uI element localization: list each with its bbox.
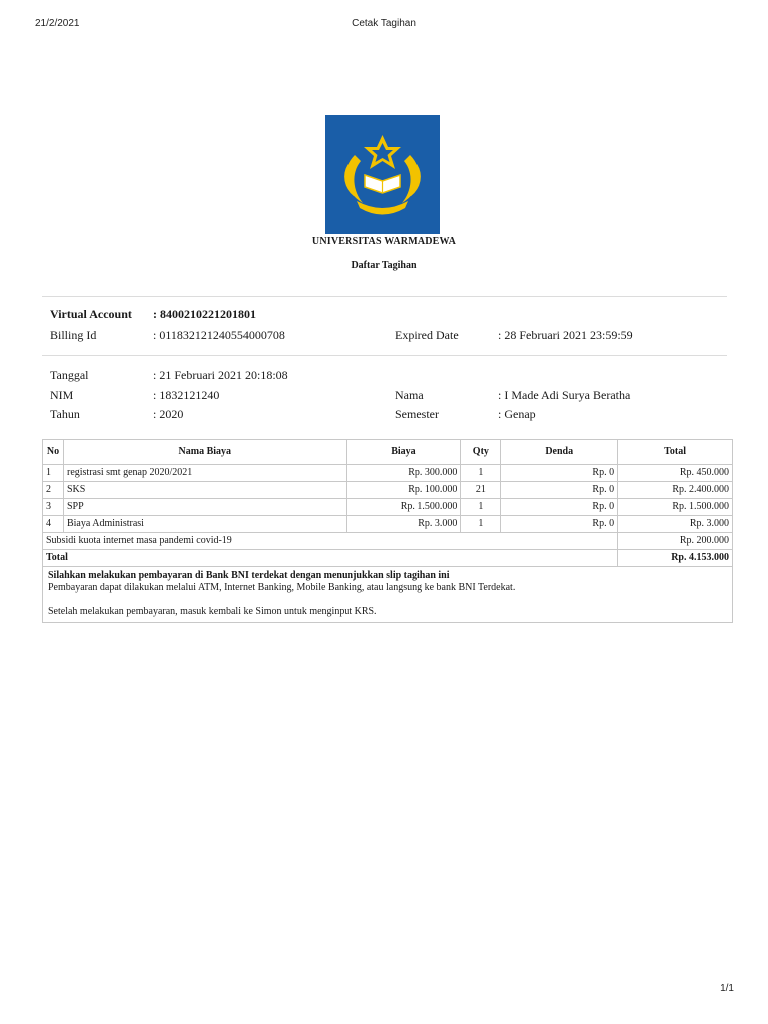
cell-denda: Rp. 0 [501,482,618,499]
cell-nama: registrasi smt genap 2020/2021 [63,465,346,482]
cell-denda: Rp. 0 [501,465,618,482]
virtual-account-row [50,307,730,323]
subsidy-row [43,533,733,550]
cell-no: 3 [43,499,64,516]
cell-total: Rp. 3.000 [618,516,733,533]
expired-date-value: : 28 Februari 2021 23:59:59 [498,328,633,342]
nim-row [50,388,730,404]
cell-denda: Rp. 0 [501,516,618,533]
university-name: UNIVERSITAS WARMADEWA [311,236,457,247]
table-row [43,465,733,482]
divider [42,355,727,356]
payment-notes [43,567,733,623]
tanggal-row [50,368,730,384]
nim-value: : 1832121240 [153,388,220,402]
header-qty: Qty [461,440,501,465]
page-number: 1/1 [720,983,734,994]
semester-label: Semester [395,407,439,421]
print-title: Cetak Tagihan [352,18,416,29]
tahun-row [50,407,730,423]
cell-no: 2 [43,482,64,499]
grand-total-value: Rp. 4.153.000 [618,550,733,567]
billing-table [42,439,733,623]
cell-qty: 1 [461,465,501,482]
cell-biaya: Rp. 1.500.000 [346,499,461,516]
table-header-row [43,440,733,465]
table-row [43,499,733,516]
print-date: 21/2/2021 [35,18,80,29]
cell-no: 1 [43,465,64,482]
nim-label: NIM [50,388,74,402]
cell-qty: 1 [461,499,501,516]
nama-value: : I Made Adi Surya Beratha [498,388,631,402]
virtual-account-label: Virtual Account [50,307,132,321]
tahun-value: : 2020 [153,407,184,421]
semester-value: : Genap [498,407,536,421]
notes-heading: Silahkan melakukan pembayaran di Bank BNI terdekat dengan menunjukkan slip tagihan ini [48,570,450,581]
cell-biaya: Rp. 300.000 [346,465,461,482]
tanggal-value: : 21 Februari 2021 20:18:08 [153,368,288,382]
print-header [0,18,768,32]
tahun-label: Tahun [50,407,80,421]
cell-nama: SKS [63,482,346,499]
notes-line-2: Setelah melakukan pembayaran, masuk kembali ke Simon untuk menginput KRS. [48,606,377,617]
header-nama-biaya: Nama Biaya [63,440,346,465]
grand-total-row [43,550,733,567]
university-emblem-icon [325,115,440,234]
subsidy-label: Subsidi kuota internet masa pandemi covid-19 [43,533,618,550]
notes-row [43,567,733,623]
divider [42,296,727,297]
notes-line-1: Pembayaran dapat dilakukan melalui ATM, Internet Banking, Mobile Banking, atau langsung ke bank BNI Terdekat. [48,582,516,593]
cell-qty: 1 [461,516,501,533]
cell-nama: Biaya Administrasi [63,516,346,533]
cell-total: Rp. 2.400.000 [618,482,733,499]
cell-total: Rp. 1.500.000 [618,499,733,516]
billing-id-row [50,328,730,344]
subsidy-value: Rp. 200.000 [618,533,733,550]
header-no: No [43,440,64,465]
table-row [43,516,733,533]
virtual-account-value: : 8400210221201801 [153,307,256,321]
cell-total: Rp. 450.000 [618,465,733,482]
cell-biaya: Rp. 3.000 [346,516,461,533]
notes-spacer [48,594,727,606]
nama-label: Nama [395,388,424,402]
cell-nama: SPP [63,499,346,516]
university-logo [325,115,440,234]
document-title: Daftar Tagihan [351,260,417,271]
cell-no: 4 [43,516,64,533]
grand-total-label: Total [43,550,618,567]
billing-id-label: Billing Id [50,328,97,342]
expired-date-label: Expired Date [395,328,459,342]
header-denda: Denda [501,440,618,465]
tanggal-label: Tanggal [50,368,89,382]
cell-biaya: Rp. 100.000 [346,482,461,499]
header-total: Total [618,440,733,465]
header-biaya: Biaya [346,440,461,465]
cell-qty: 21 [461,482,501,499]
billing-id-value: : 01183212124055400070​8 [153,328,285,342]
table-row [43,482,733,499]
cell-denda: Rp. 0 [501,499,618,516]
